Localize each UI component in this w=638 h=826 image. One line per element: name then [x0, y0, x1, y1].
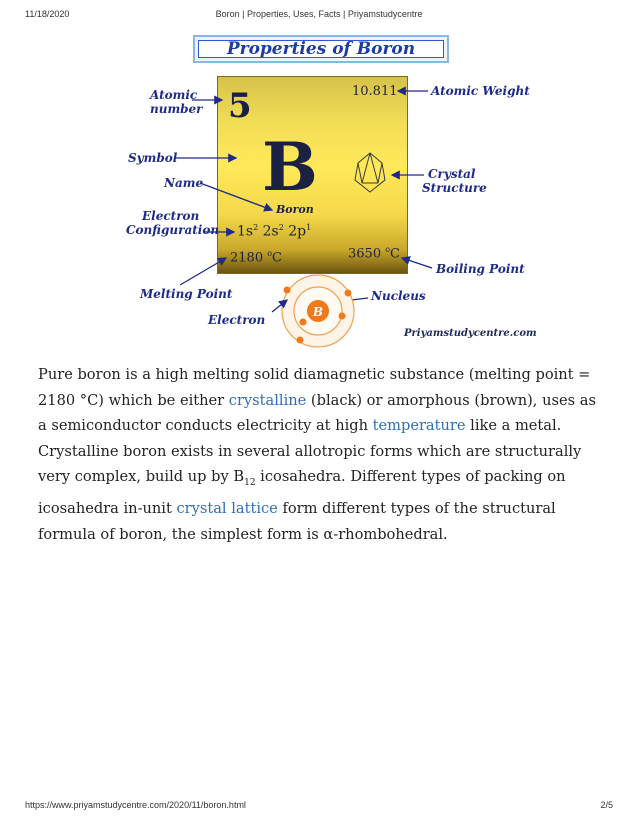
print-page-number: 2/5	[600, 800, 613, 810]
label-electron: Electron	[208, 313, 266, 327]
electron-dot	[297, 337, 304, 344]
nucleus-label: B	[312, 305, 324, 319]
arrow-name	[200, 183, 272, 210]
element-symbol: B	[262, 128, 318, 206]
label-crystal-structure: Crystal Structure	[422, 167, 487, 196]
atomic-number-value: 5	[228, 86, 252, 126]
atomic-weight-value: 10.811	[352, 84, 398, 99]
link-crystal-lattice[interactable]: crystal lattice	[176, 500, 278, 518]
electron-dot	[345, 290, 352, 297]
body-paragraph: Pure boron is a high melting solid diamagnetic substance (melting point = 2180 °C) which be either crystalline (black) or amorphous (brown), uses as a semiconductor conducts electricity at high temperature like a metal. Crystalline boron exists in several allotropic forms which are structurally very complex, build up by $B_{12}$ icosahedra. Different types of packing on icosahedra in-unit crystal lattice form different types of the structural formula of boron, the simplest form is α-rhombohedral.	[38, 366, 596, 543]
arrow-boiling	[402, 258, 432, 268]
crystal-structure-icon	[355, 153, 385, 192]
boron-properties-figure	[0, 0, 638, 360]
print-page-title: Boron | Properties, Uses, Facts | Priyamstudycentre	[215, 9, 423, 19]
electron-dot	[339, 313, 346, 320]
label-melting-point: Melting Point	[140, 287, 233, 301]
figure-watermark: Priyamstudycentre.com	[404, 328, 537, 339]
boiling-point-value: 3650 $^o$C	[348, 245, 400, 262]
label-boiling-point: Boiling Point	[436, 262, 525, 276]
label-nucleus: Nucleus	[371, 289, 426, 303]
label-symbol: Symbol	[128, 151, 178, 165]
element-name: Boron	[276, 203, 314, 216]
electron-configuration-value: $1s^2$ $2s^2$ $2p^1$	[237, 223, 312, 240]
figure-arrows	[0, 0, 638, 360]
link-crystalline[interactable]: crystalline	[228, 391, 307, 409]
melting-point-value: 2180 $^o$C	[230, 249, 282, 266]
electron-dot	[284, 287, 291, 294]
print-date: 11/18/2020	[25, 9, 70, 19]
label-name: Name	[164, 176, 204, 190]
label-atomic-weight: Atomic Weight	[431, 84, 530, 98]
link-temperature[interactable]: temperature	[372, 417, 466, 434]
arrow-melting	[180, 258, 226, 285]
electron-dot	[300, 319, 307, 326]
banner-title: Properties of Boron	[226, 39, 416, 59]
atom-diagram-icon	[272, 275, 354, 347]
print-url: https://www.priyamstudycentre.com/2020/11/boron.html	[25, 800, 246, 810]
label-electron-configuration: Electron Configuration	[126, 209, 220, 238]
label-atomic-number: Atomic number	[150, 88, 203, 117]
